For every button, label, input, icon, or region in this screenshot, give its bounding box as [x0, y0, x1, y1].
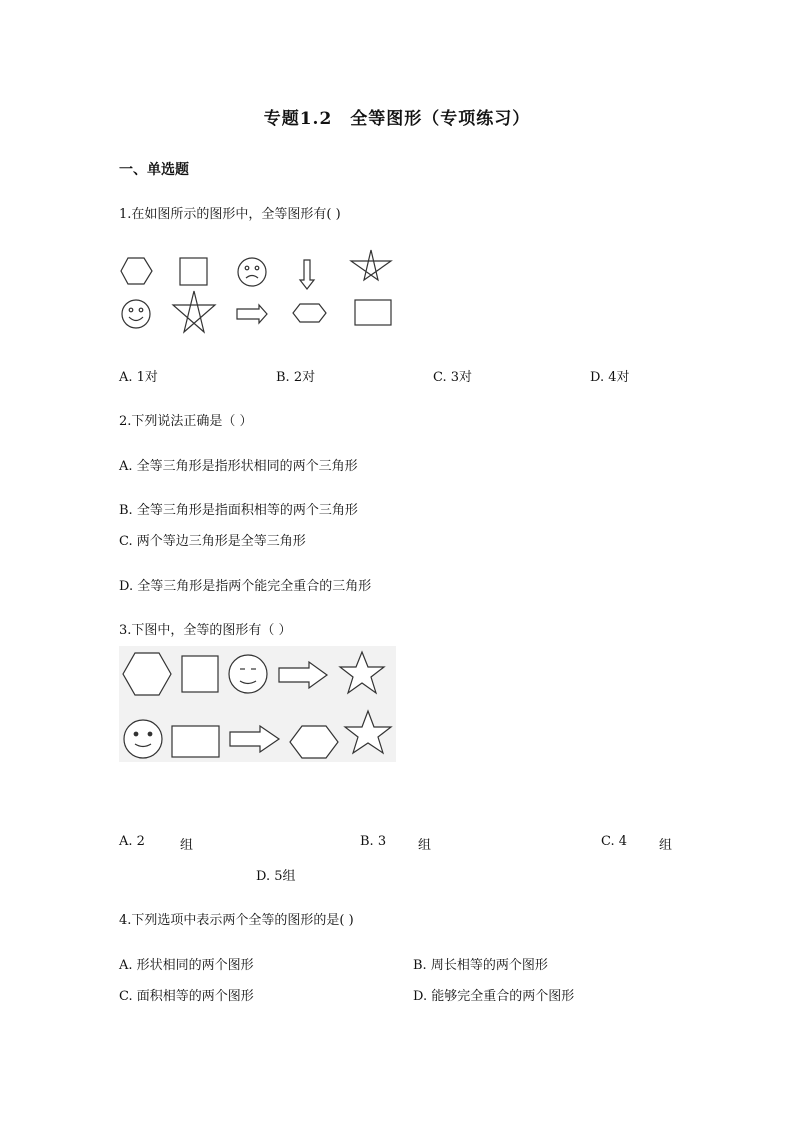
q4-option-d[interactable]: D. 能够完全重合的两个图形: [413, 989, 575, 1004]
q3-option-c-unit: 组: [659, 838, 673, 853]
q3-stem: 3.下图中，全等的图形有（ ）: [119, 623, 292, 638]
rectangle-shape: [355, 300, 391, 325]
right-arrow-shape-2: [230, 726, 279, 752]
q2-option-d[interactable]: D. 全等三角形是指两个能完全重合的三角形: [119, 579, 372, 594]
q3-figure: [119, 646, 396, 762]
q1-option-a[interactable]: A. 1对: [119, 370, 158, 385]
q1-option-b[interactable]: B. 2对: [276, 370, 316, 385]
q3-option-b[interactable]: B. 3: [360, 834, 387, 849]
q4-option-a[interactable]: A. 形状相同的两个图形: [119, 958, 254, 973]
q1-stem: 1.在如图所示的图形中，全等图形有( ): [119, 207, 341, 222]
q3-option-a[interactable]: A. 2: [119, 834, 145, 849]
q2-option-b[interactable]: B. 全等三角形是指面积相等的两个三角形: [119, 503, 358, 518]
star-shape: [351, 250, 391, 280]
q2-option-a[interactable]: A. 全等三角形是指形状相同的两个三角形: [119, 459, 358, 474]
smiley-frown-shape: [238, 258, 266, 286]
hexagon-shape: [123, 653, 171, 695]
q2-stem: 2.下列说法正确是（ ）: [119, 414, 253, 429]
q1-option-d[interactable]: D. 4对: [590, 370, 630, 385]
q3-option-d[interactable]: D. 5组: [256, 869, 296, 884]
q1-option-c[interactable]: C. 3对: [433, 370, 473, 385]
q4-stem: 4.下列选项中表示两个全等的图形的是( ): [119, 913, 354, 928]
square-shape: [182, 656, 218, 692]
hexagon-shape: [121, 258, 152, 284]
flat-hexagon-shape: [293, 304, 326, 322]
q4-option-b[interactable]: B. 周长相等的两个图形: [413, 958, 548, 973]
q3-option-b-unit: 组: [418, 838, 432, 853]
square-shape: [180, 258, 207, 285]
rectangle-shape: [172, 726, 219, 757]
smiley-shape: [122, 300, 150, 328]
star-shape-2: [173, 291, 215, 332]
smiley-shape-2: [124, 720, 162, 758]
right-arrow-shape: [279, 662, 327, 688]
q4-option-c[interactable]: C. 面积相等的两个图形: [119, 989, 254, 1004]
hexagon-shape-2: [290, 726, 338, 758]
section-heading: 一、单选题: [119, 162, 189, 178]
down-arrow-shape: [300, 260, 314, 289]
q3-option-c[interactable]: C. 4: [601, 834, 628, 849]
q3-option-a-unit: 组: [180, 838, 194, 853]
q1-figure: [115, 246, 405, 336]
right-arrow-shape: [237, 305, 267, 323]
q2-option-c[interactable]: C. 两个等边三角形是全等三角形: [119, 534, 306, 549]
star-shape-2: [345, 711, 391, 753]
star-shape: [340, 652, 384, 693]
page-title: 专题1.2 全等图形（专项练习）: [263, 109, 531, 129]
smiley-shape: [229, 655, 267, 693]
